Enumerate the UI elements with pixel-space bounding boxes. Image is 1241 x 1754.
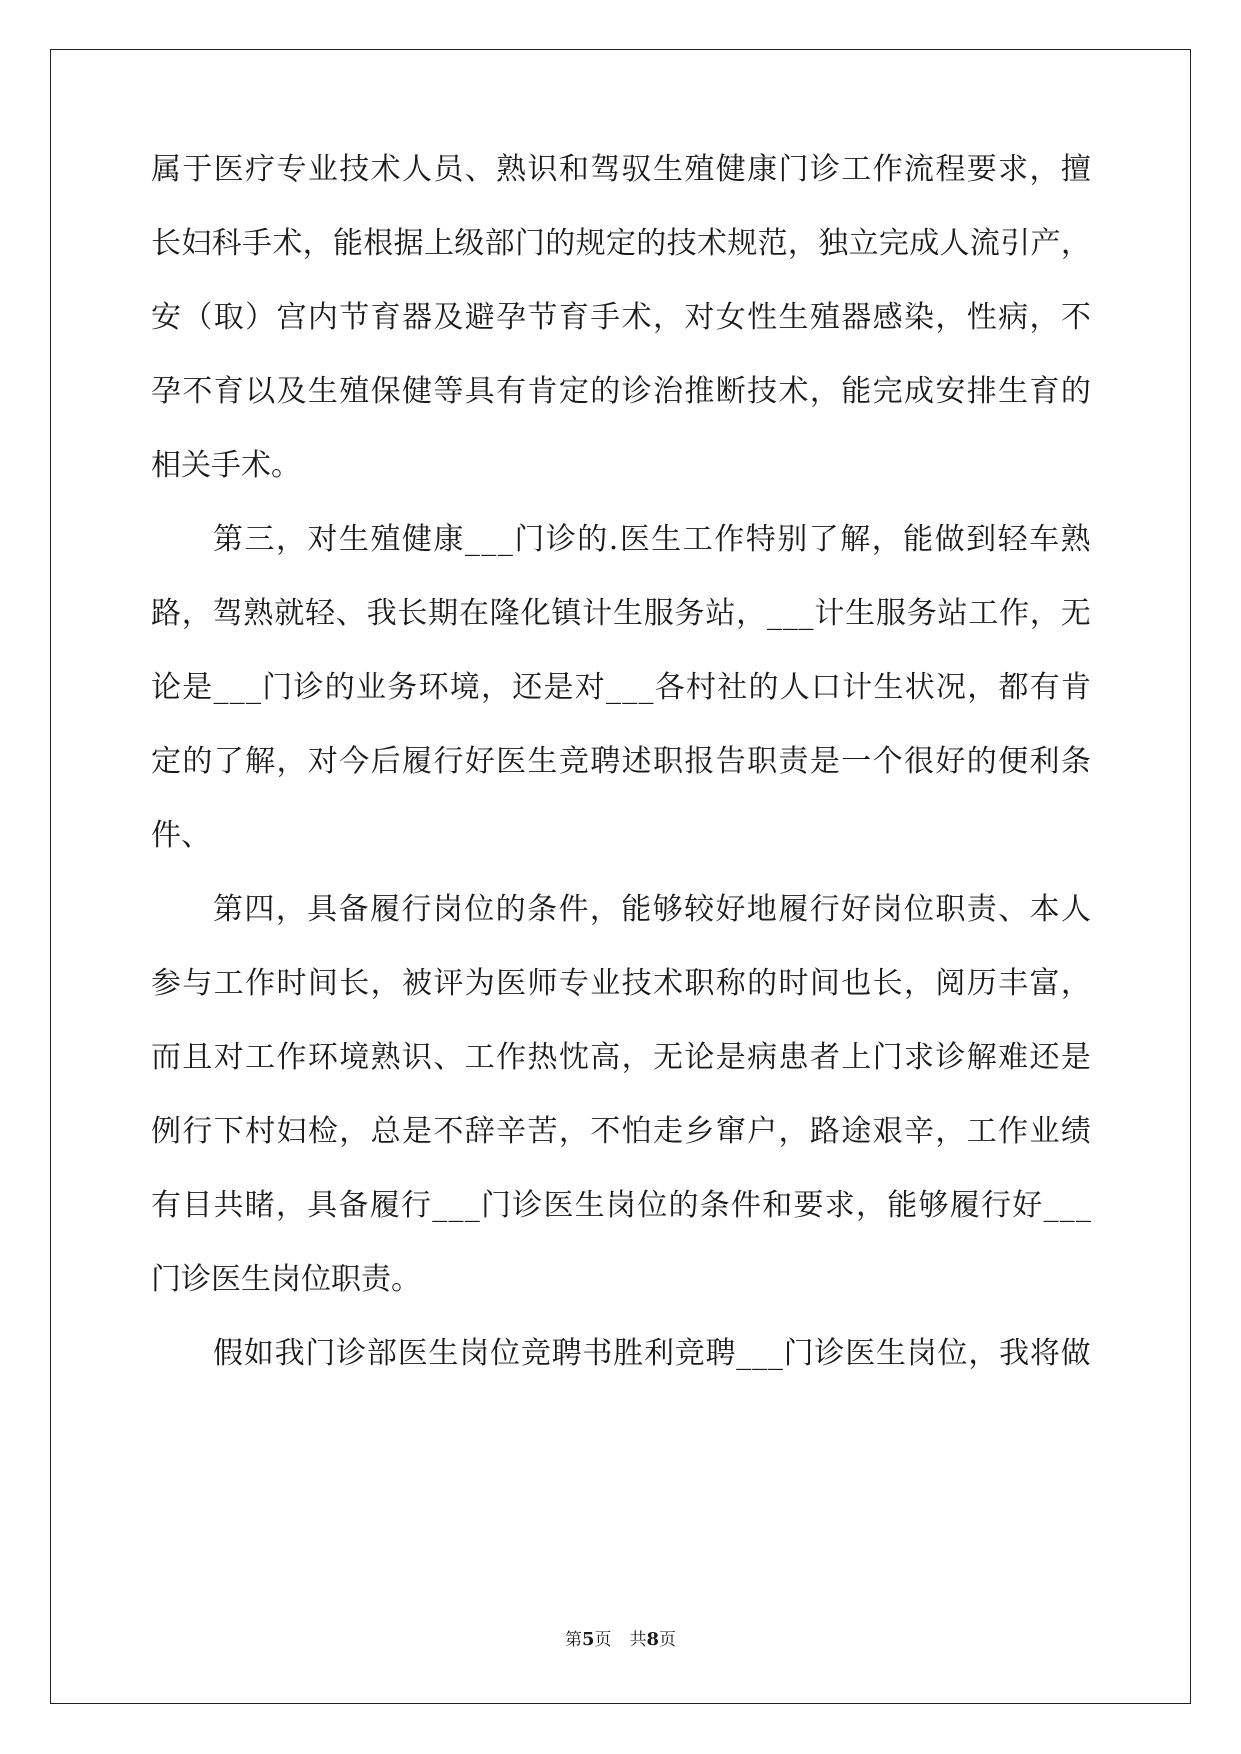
paragraph-3-line-4: 例 行 下 村 妇 检 ， 总 是 不 辞 辛 苦 ， 不 怕 走 乡 窜 户 ， 路 途 艰 辛 ， 工 作 业 绩 — [151, 1114, 1091, 1149]
paragraph-3-line-6: 门诊医生岗位职责。 — [151, 1262, 421, 1297]
paragraph-1-line-4: 孕 不 育 以 及 生 殖 保 健 等 具 有 肯 定 的 诊 治 推 断 技 术 ， 能 完 成 安 排 生 育 的 — [151, 374, 1091, 409]
paragraph-2-line-3: 论 是 _ _ _ 门 诊 的 业 务 环 境 ， 还 是 对 _ _ _ 各 村 社 的 人 口 计 生 状 况 ， 都 有 肯 — [151, 670, 1091, 705]
footer-current-page: 5 — [581, 1629, 595, 1650]
paragraph-4-line-1: 假 如 我 门 诊 部 医 生 岗 位 竞 聘 书 胜 利 竞 聘 _ _ _ 门 诊 医 生 岗 位 ， 我 将 做 — [213, 1336, 1091, 1371]
paragraph-2-line-2: 路 ， 驾 熟 就 轻 、 我 长 期 在 隆 化 镇 计 生 服 务 站 ， _ _ _ 计 生 服 务 站 工 作 ， 无 — [151, 596, 1091, 631]
paragraph-2-line-5: 件、 — [151, 818, 211, 853]
footer-total-unit: 页 — [659, 1630, 677, 1650]
paragraph-2-line-1: 第 三 ， 对 生 殖 健 康 _ _ _ 门 诊 的 . 医 生 工 作 特 别 了 解 ， 能 做 到 轻 车 熟 — [213, 522, 1091, 557]
paragraph-1-line-3: 安 （ 取 ） 宫 内 节 育 器 及 避 孕 节 育 手 术 ， 对 女 性 生 殖 器 感 染 ， 性 病 ， 不 — [151, 300, 1091, 335]
paragraph-1-line-1: 属 于 医 疗 专 业 技 术 人 员 、 熟 识 和 驾 驭 生 殖 健 康 门 诊 工 作 流 程 要 求 ， 擅 — [151, 152, 1091, 187]
footer-total-prefix: 共 — [629, 1630, 647, 1650]
paragraph-3-line-2: 参 与 工 作 时 间 长 ， 被 评 为 医 师 专 业 技 术 职 称 的 时 间 也 长 ， 阅 历 丰 富 ， — [151, 966, 1091, 1001]
paragraph-3-line-1: 第 四 ， 具 备 履 行 岗 位 的 条 件 ， 能 够 较 好 地 履 行 好 岗 位 职 责 、 本 人 — [213, 892, 1091, 927]
page-border — [50, 49, 1191, 1704]
paragraph-3-line-3: 而 且 对 工 作 环 境 熟 识 、 工 作 热 忱 高 ， 无 论 是 病 患 者 上 门 求 诊 解 难 还 是 — [151, 1040, 1091, 1075]
paragraph-1-line-2: 长 妇 科 手 术 ， 能 根 据 上 级 部 门 的 规 定 的 技 术 规 范 ， 独 立 完 成 人 流 引 产 ， — [151, 226, 1091, 261]
footer-page-unit: 页 — [594, 1630, 612, 1650]
page-number-footer — [0, 1629, 1241, 1651]
paragraph-2-line-4: 定 的 了 解 ， 对 今 后 履 行 好 医 生 竞 聘 述 职 报 告 职 责 是 一 个 很 好 的 便 利 条 — [151, 744, 1091, 779]
paragraph-3-line-5: 有 目 共 睹 ， 具 备 履 行 _ _ _ 门 诊 医 生 岗 位 的 条 件 和 要 求 ， 能 够 履 行 好 _ _ _ — [151, 1188, 1091, 1223]
footer-total-pages: 8 — [646, 1629, 660, 1650]
paragraph-1-line-5: 相关手术。 — [151, 448, 301, 483]
footer-page-prefix: 第 — [564, 1630, 582, 1650]
